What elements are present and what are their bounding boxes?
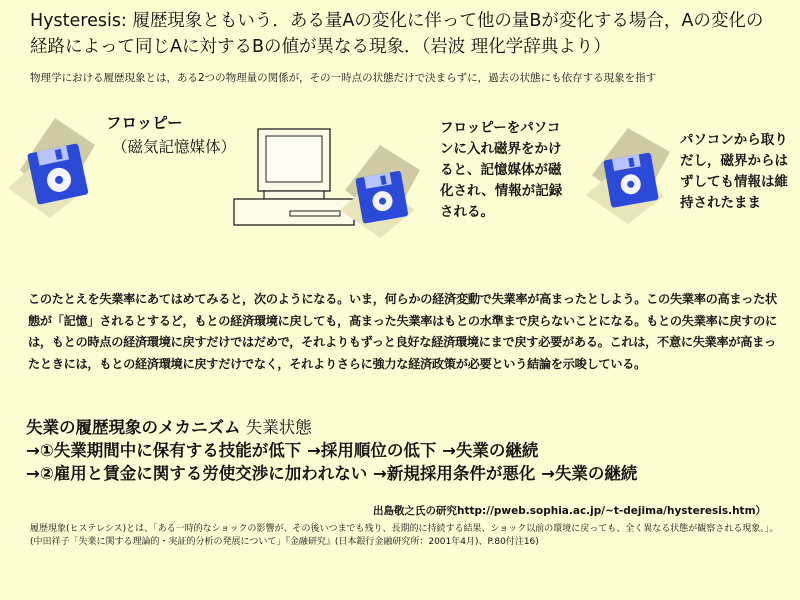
- source-citation: 出島敬之氏の研究http://pweb.sophia.ac.jp/~t-dejima/hysteresis.htm）: [373, 505, 767, 517]
- floppy-disk-icon: [580, 120, 680, 230]
- mechanism-route-2: →②雇用と賃金に関する労使交渉に加われない →新規採用条件が悪化 →失業の継続: [26, 464, 638, 483]
- floppy-disk-icon: [0, 110, 110, 220]
- floppy-label: [106, 111, 236, 159]
- mechanism-heading-sub: 失業状態: [245, 418, 312, 437]
- caption-computer: フロッピーをパソコンに入れ磁界をかけると、記憶媒体が磁化され、情報が記録される。: [440, 120, 563, 220]
- floppy-disk-icon: [335, 140, 430, 240]
- mechanism-section: [26, 416, 796, 485]
- analogy-paragraph: このたとえを失業率にあてはめてみると，次のようになる。いま，何らかの経済変動で失業率が高まったとしよう。この失業率の高まった状態が「記憶」されるとするど，もとの経済環境に戻しても，高まった失業率はもとの水準まで戻らないことになる。もとの失業率に戻すのには，もとの時点の経済環境に戻すだけではだめで，それよりもずっと良好な経済環境にまで戻す必要がある。これは，不意に失業率が高まったときには，もとの経済環境に戻すだけでなく，それよりさらに強力な経済政策が必要という結論を示唆している。: [28, 292, 777, 371]
- mechanism-route-1: →①失業期間中に保有する技能が低下 →採用順位の低下 →失業の継続: [26, 441, 539, 460]
- page-subtitle: 物理学における履歴現象とは，ある2つの物理量の関係が，その一時点の状態だけで決まらずに，過去の状態にも依存する現象を指す: [30, 72, 657, 84]
- floppy-subtitle: （磁気記憶媒体）: [112, 138, 237, 156]
- page-title: Hysteresis: 履歴現象ともいう．ある量Aの変化に伴って他の量Bが変化する場合，Aの変化の経路によって同じAに対するBの値が異なる現象．（岩波 理化学辞典より）: [30, 11, 764, 57]
- floppy-title: フロッピー: [106, 114, 183, 132]
- mechanism-heading-line: [26, 416, 796, 439]
- footnote: 履歴現象(ヒステレシス)とは、「ある一時的なショックの影響が、その後いつまでも残り、長期的に持続する結果、ショック以前の環境に戻っても、全く異なる状態が観察される現象。」。(中田祥子「失業に関する理論的・実証的分析の発展について」『金融研究』(日本銀行金融研究所：2001年4月)、P.80付注16): [30, 524, 779, 547]
- caption-removed: パソコンから取りだし，磁界からはずしても情報は維持されたまま: [680, 132, 788, 211]
- mechanism-heading: 失業の履歴現象のメカニズム: [26, 418, 241, 437]
